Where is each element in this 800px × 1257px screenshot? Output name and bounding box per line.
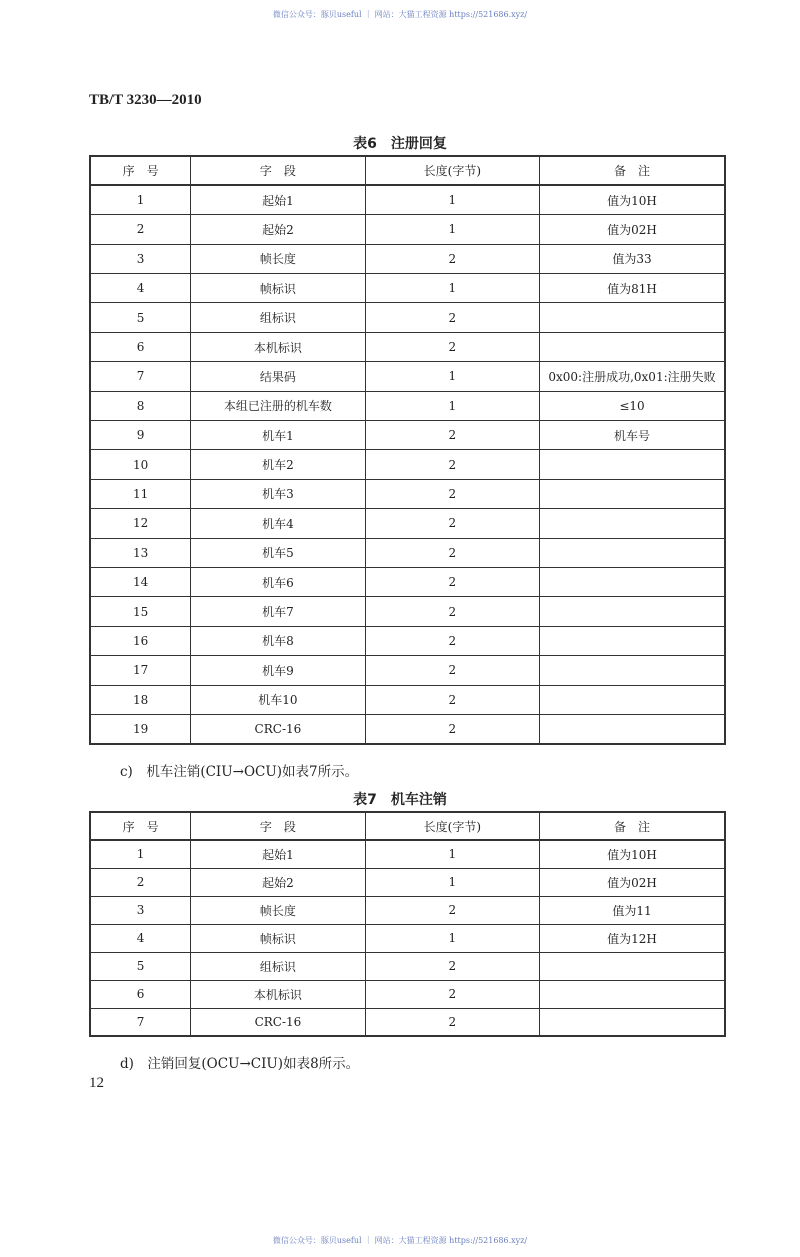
cell-note [540,332,725,361]
cell-field: CRC-16 [191,714,365,743]
cell-index: 6 [90,980,191,1008]
cell-note [540,567,725,596]
table-row [90,185,725,214]
cell-index: 5 [90,303,191,332]
cell-field: 机车3 [191,479,365,508]
cell-length: 2 [365,509,539,538]
table-row [90,215,725,244]
cell-index: 1 [90,185,191,214]
cell-length: 1 [365,391,539,420]
header-length: 长度(字节) [365,812,539,840]
cell-note [540,980,725,1008]
cell-note [540,450,725,479]
cell-note: 值为02H [540,868,725,896]
cell-length: 1 [365,840,539,868]
table6 [89,155,726,745]
cell-field: 帧长度 [191,244,365,273]
cell-index: 10 [90,450,191,479]
cell-field: 机车10 [191,685,365,714]
cell-note [540,626,725,655]
cell-index: 3 [90,244,191,273]
cell-field: 机车7 [191,597,365,626]
cell-index: 14 [90,567,191,596]
table-row [90,421,725,450]
cell-length: 2 [365,538,539,567]
cell-field: 机车2 [191,450,365,479]
table-row [90,714,725,743]
cell-note [540,714,725,743]
cell-length: 2 [365,567,539,596]
table-row [90,980,725,1008]
cell-field: CRC-16 [191,1008,365,1036]
header-note: 备 注 [540,156,725,185]
cell-index: 6 [90,332,191,361]
cell-note [540,952,725,980]
cell-field: 本机标识 [191,332,365,361]
cell-length: 2 [365,980,539,1008]
cell-note [540,479,725,508]
cell-length: 2 [365,952,539,980]
table-row [90,274,725,303]
cell-index: 4 [90,274,191,303]
cell-note [540,303,725,332]
table-row [90,244,725,273]
cell-field: 本组已注册的机车数 [191,391,365,420]
table-row [90,685,725,714]
header-note: 备 注 [540,812,725,840]
cell-length: 2 [365,656,539,685]
table-row [90,868,725,896]
cell-index: 13 [90,538,191,567]
table-row [90,656,725,685]
header-field: 字 段 [191,156,365,185]
document-header: TB/T 3230—2010 [89,92,202,108]
cell-note [540,656,725,685]
table-row [90,567,725,596]
cell-field: 机车4 [191,509,365,538]
cell-note [540,538,725,567]
table7 [89,811,726,1037]
table-header-row [90,812,725,840]
table7-caption: 表7 机车注销 [353,792,447,808]
cell-note [540,597,725,626]
cell-index: 15 [90,597,191,626]
cell-index: 4 [90,924,191,952]
cell-length: 1 [365,868,539,896]
cell-length: 2 [365,597,539,626]
cell-length: 2 [365,244,539,273]
cell-length: 1 [365,362,539,391]
table-row [90,362,725,391]
watermark-top: 微信公众号：豚贝useful ｜ 网站：大猫工程资源 https://521686.xyz/ [272,10,528,19]
table-row [90,626,725,655]
table-row [90,391,725,420]
paragraph-c: c) 机车注销(CIU→OCU)如表7所示。 [120,764,359,780]
cell-field: 帧标识 [191,924,365,952]
paragraph-d: d) 注销回复(OCU→CIU)如表8所示。 [120,1056,360,1072]
cell-index: 3 [90,896,191,924]
cell-field: 帧标识 [191,274,365,303]
cell-length: 2 [365,479,539,508]
cell-length: 1 [365,215,539,244]
cell-field: 结果码 [191,362,365,391]
header-index: 序 号 [90,812,191,840]
cell-note: 值为10H [540,840,725,868]
table-row [90,450,725,479]
cell-length: 2 [365,450,539,479]
table-row [90,896,725,924]
cell-length: 2 [365,332,539,361]
cell-note: 值为33 [540,244,725,273]
cell-length: 2 [365,896,539,924]
cell-field: 机车5 [191,538,365,567]
cell-index: 9 [90,421,191,450]
cell-index: 2 [90,215,191,244]
cell-length: 1 [365,924,539,952]
cell-field: 机车9 [191,656,365,685]
cell-note [540,685,725,714]
cell-note [540,1008,725,1036]
cell-index: 1 [90,840,191,868]
table6-caption: 表6 注册回复 [353,136,447,152]
cell-length: 2 [365,626,539,655]
cell-length: 2 [365,1008,539,1036]
cell-field: 组标识 [191,952,365,980]
cell-index: 11 [90,479,191,508]
cell-length: 2 [365,421,539,450]
table-row [90,538,725,567]
cell-field: 起始2 [191,215,365,244]
cell-index: 7 [90,362,191,391]
cell-note: 机车号 [540,421,725,450]
cell-index: 18 [90,685,191,714]
page-number: 12 [89,1075,104,1091]
cell-note: 值为11 [540,896,725,924]
cell-note: 值为81H [540,274,725,303]
table-row [90,597,725,626]
cell-field: 机车8 [191,626,365,655]
cell-field: 本机标识 [191,980,365,1008]
cell-field: 组标识 [191,303,365,332]
cell-note: ≤10 [540,391,725,420]
cell-field: 机车6 [191,567,365,596]
table-row [90,840,725,868]
cell-index: 16 [90,626,191,655]
cell-note: 值为10H [540,185,725,214]
table-row [90,303,725,332]
cell-field: 帧长度 [191,896,365,924]
table-row [90,332,725,361]
header-field: 字 段 [191,812,365,840]
cell-note: 值为02H [540,215,725,244]
cell-index: 12 [90,509,191,538]
cell-length: 2 [365,685,539,714]
cell-index: 5 [90,952,191,980]
cell-field: 起始1 [191,185,365,214]
watermark-bottom: 微信公众号：豚贝useful ｜ 网站：大猫工程资源 https://521686.xyz/ [272,1236,528,1245]
table-row [90,952,725,980]
cell-index: 17 [90,656,191,685]
cell-length: 2 [365,303,539,332]
cell-index: 7 [90,1008,191,1036]
cell-field: 起始2 [191,868,365,896]
table-header-row [90,156,725,185]
cell-index: 19 [90,714,191,743]
table-row [90,924,725,952]
table-row [90,1008,725,1036]
cell-length: 1 [365,274,539,303]
table-row [90,509,725,538]
cell-length: 2 [365,714,539,743]
cell-note [540,509,725,538]
cell-note: 0x00:注册成功,0x01:注册失败 [540,362,725,391]
cell-index: 8 [90,391,191,420]
table-row [90,479,725,508]
cell-length: 1 [365,185,539,214]
cell-field: 机车1 [191,421,365,450]
cell-index: 2 [90,868,191,896]
header-index: 序 号 [90,156,191,185]
cell-field: 起始1 [191,840,365,868]
header-length: 长度(字节) [365,156,539,185]
cell-note: 值为12H [540,924,725,952]
